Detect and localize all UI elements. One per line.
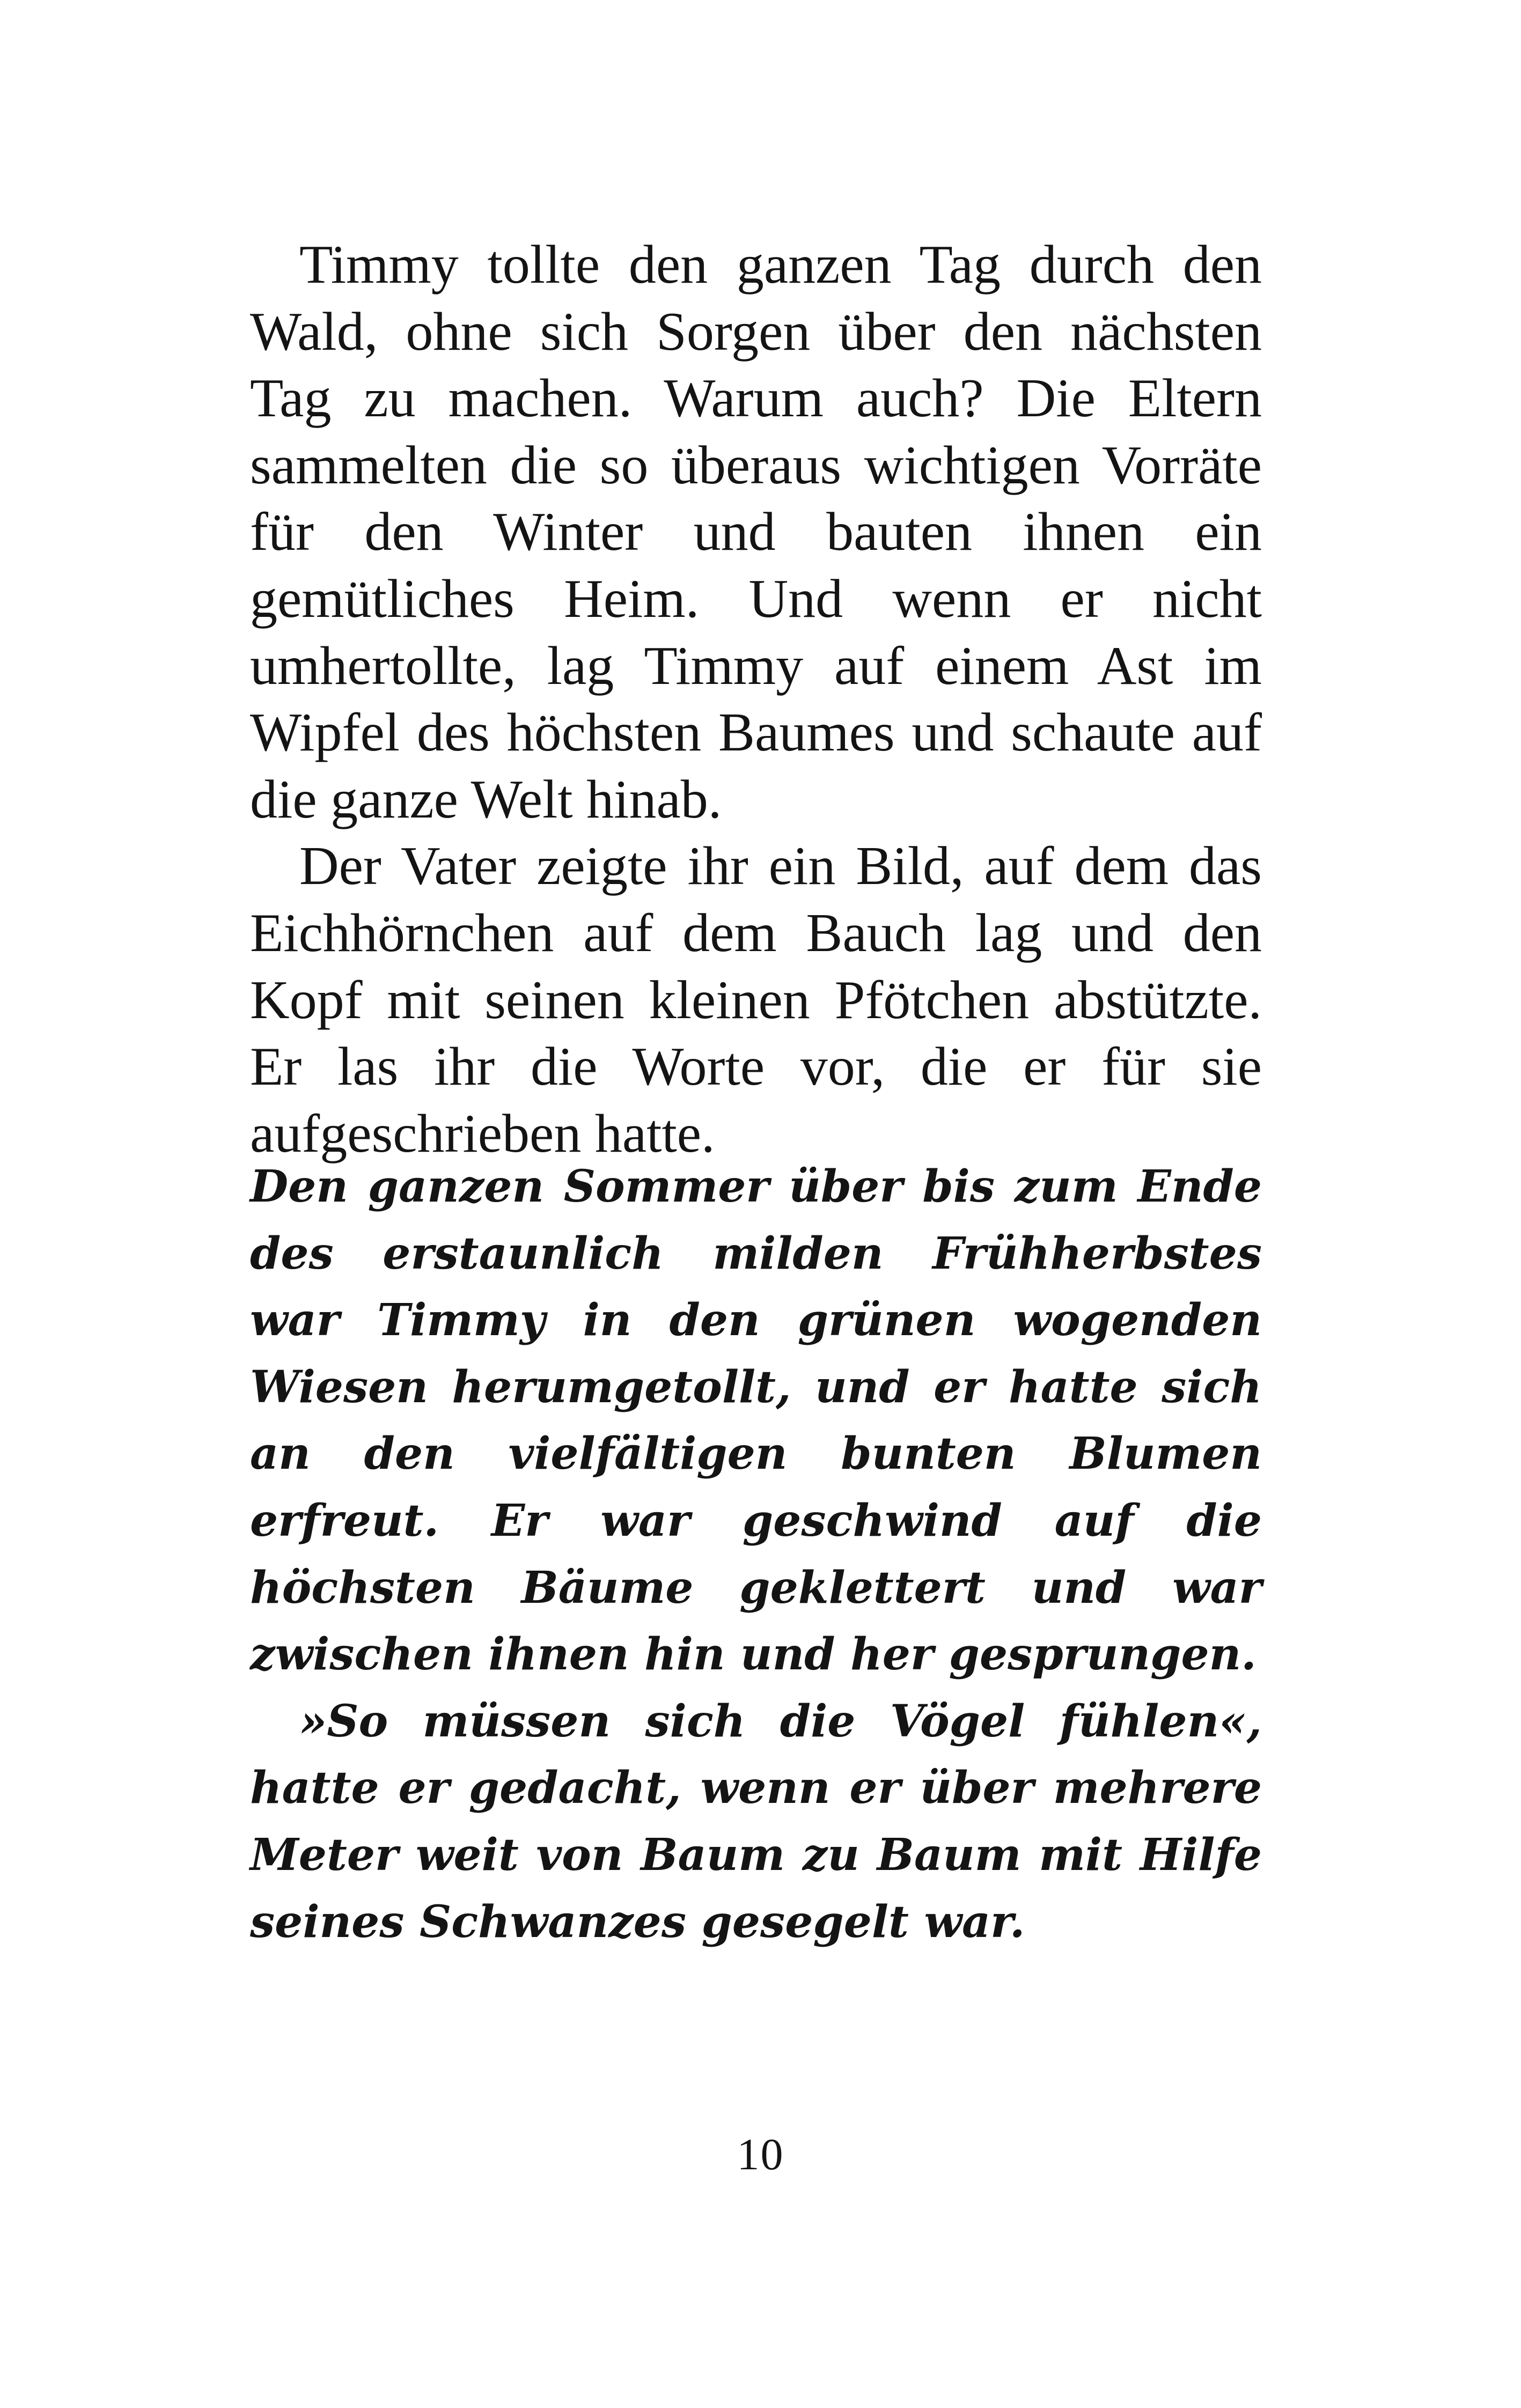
story-paragraph-birds: »So müssen sich die Vögel fühlen«, hatte er gedacht, wenn er über mehrere Meter weit von Baum zu Baum mit Hilfe seines Schwanzes gesegelt war. [250,1695,1262,1948]
story-excerpt [250,1153,1262,1955]
story-paragraph-summer: Den ganzen Sommer über bis zum Ende des erstaunlich milden Frühherbstes war Timmy in den grünen wogenden Wiesen herumgetollt, und er hatte sich an den vielfältigen bunten Blumen erfreut. Er war geschwind auf die höchsten Bäume geklettert und war zwischen ihnen hin und her gesprungen. [250,1161,1262,1681]
page-number: 10 [737,2130,784,2179]
paragraph-timmy: Timmy tollte den ganzen Tag durch den Wald, ohne sich Sorgen über den nächsten Tag zu machen. Warum auch? Die Eltern sammelten die so überaus wichtigen Vorräte für den Winter und bauten ihnen ein gemütliches Heim. Und wenn er nicht umhertollte, lag Timmy auf einem Ast im Wipfel des höchsten Baumes und schaute auf die ganze Welt hinab. [250,234,1262,830]
paragraph-father: Der Vater zeigte ihr ein Bild, auf dem das Eichhörnchen auf dem Bauch lag und den Kopf mit seinen kleinen Pfötchen abstützte. Er las ihr die Worte vor, die er für sie aufgeschrieben hatte. [250,836,1262,1164]
narrative-text [250,232,1262,1167]
